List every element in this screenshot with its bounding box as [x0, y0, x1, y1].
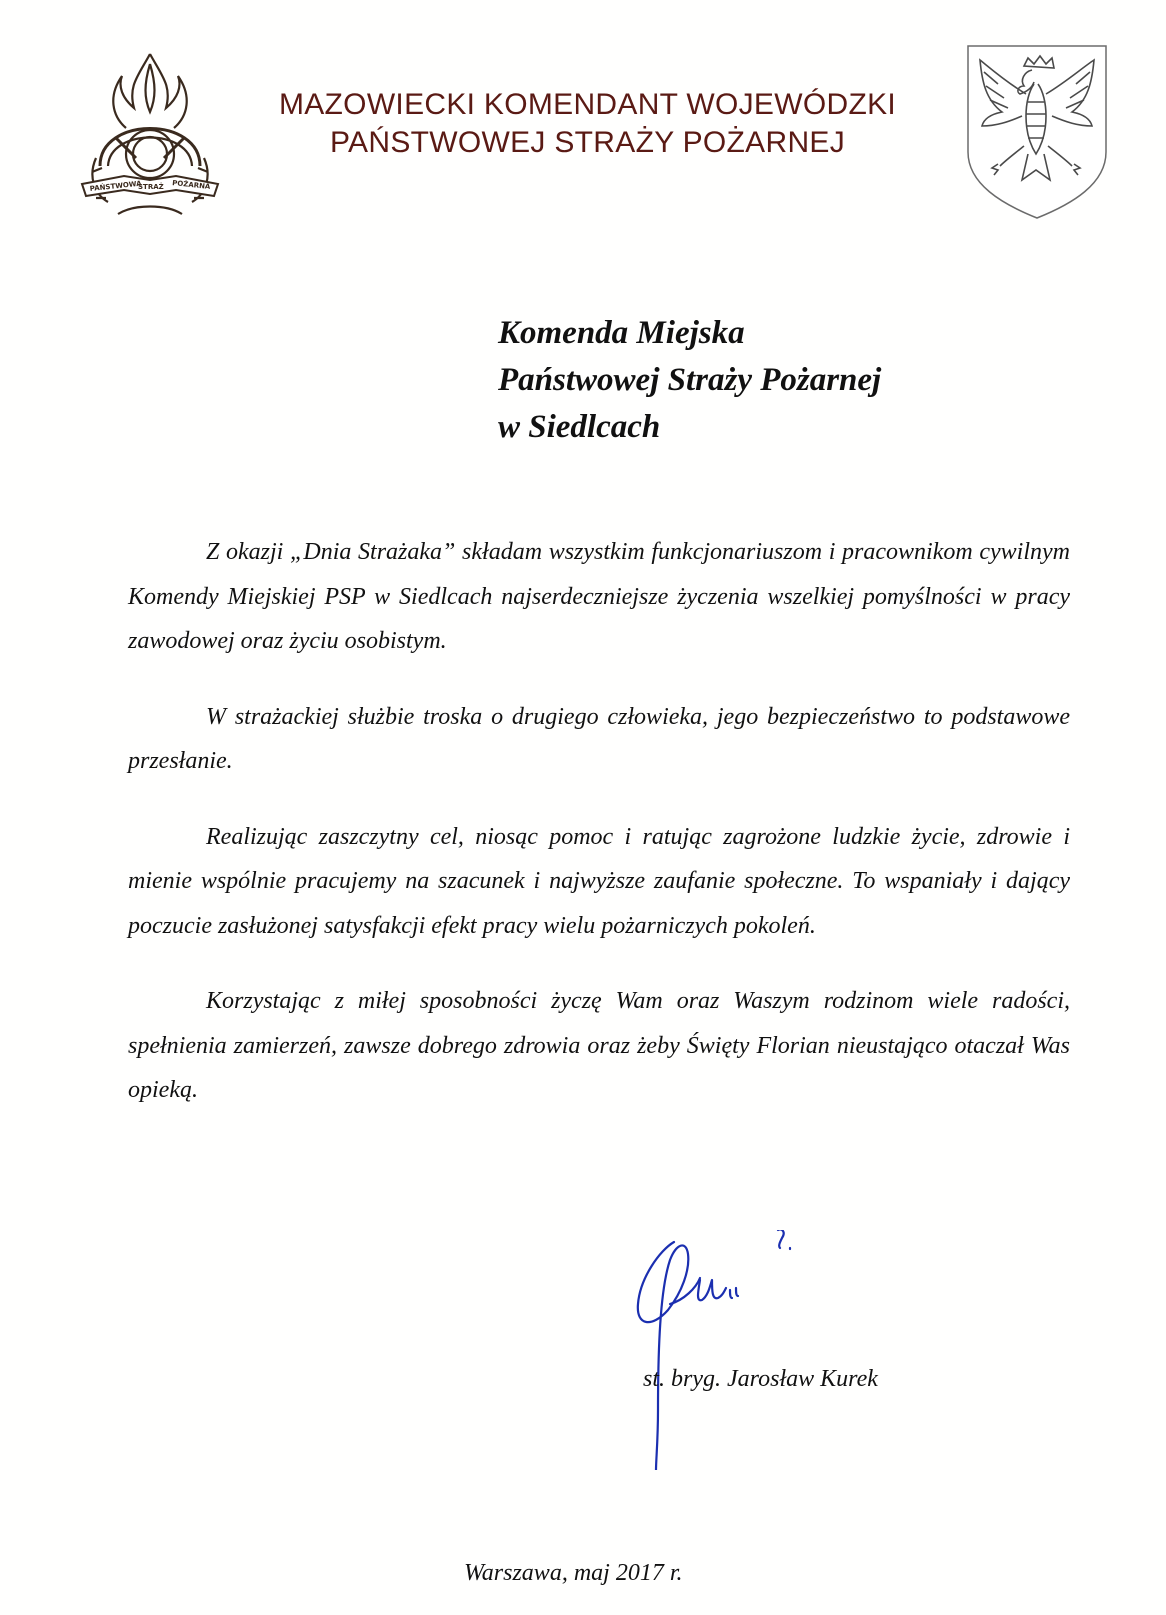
letter-body [128, 530, 1070, 1144]
eagle-coat-of-arms-icon [962, 42, 1112, 222]
issuer-heading [240, 86, 935, 162]
signature-area [630, 1230, 930, 1480]
svg-text:POŻARNA: POŻARNA [171, 179, 211, 191]
paragraph-4: Korzystając z miłej sposobności życzę Wam oraz Waszym rodzinom wiele radości, spełnienia zamierzeń, zawsze dobrego zdrowia oraz żeby Święty Florian nieustająco otaczał Was opieką. [128, 988, 1070, 1103]
paragraph-2: W strażackiej służbie troska o drugiego człowieka, jego bezpieczeństwo to podstawowe przesłanie. [128, 703, 1070, 774]
svg-text:PAŃSTWOWA: PAŃSTWOWA [89, 179, 143, 193]
handwritten-signature [630, 1230, 860, 1470]
psp-emblem-icon [78, 46, 223, 221]
issuer-line-1: MAZOWIECKI KOMENDANT WOJEWÓDZKI [278, 88, 897, 121]
place-and-date: Warszawa, maj 2017 r. [464, 1560, 683, 1586]
paragraph-3: Realizując zaszczytny cel, niosąc pomoc i ratując zagrożone ludzkie życie, zdrowie i mienie wspólnie pracujemy na szacunek i najwyższe zaufanie społeczne. To wspaniały i dający poczucie zasłużonej satysfakcji efekt pracy wielu pożarniczych pokoleń. [128, 823, 1070, 939]
svg-text:STRAŻ: STRAŻ [138, 183, 164, 191]
paragraph-1: Z okazji „Dnia Strażaka” składam wszystkim funkcjonariuszom i pracownikom cywilnym Komendy Miejskiej PSP w Siedlcach najserdeczniejsze życzenia wszelkiej pomyślności w pracy zawodowej oraz życiu osobistym. [128, 539, 1070, 654]
issuer-line-2: PAŃSTWOWEJ STRAŻY POŻARNEJ [329, 126, 846, 159]
recipient-block [498, 310, 1118, 451]
recipient-line-3: w Siedlcach [498, 409, 661, 445]
signer-name: st. bryg. Jarosław Kurek [643, 1366, 878, 1392]
recipient-line-1: Komenda Miejska [498, 315, 745, 351]
recipient-line-2: Państwowej Straży Pożarnej [498, 362, 882, 398]
